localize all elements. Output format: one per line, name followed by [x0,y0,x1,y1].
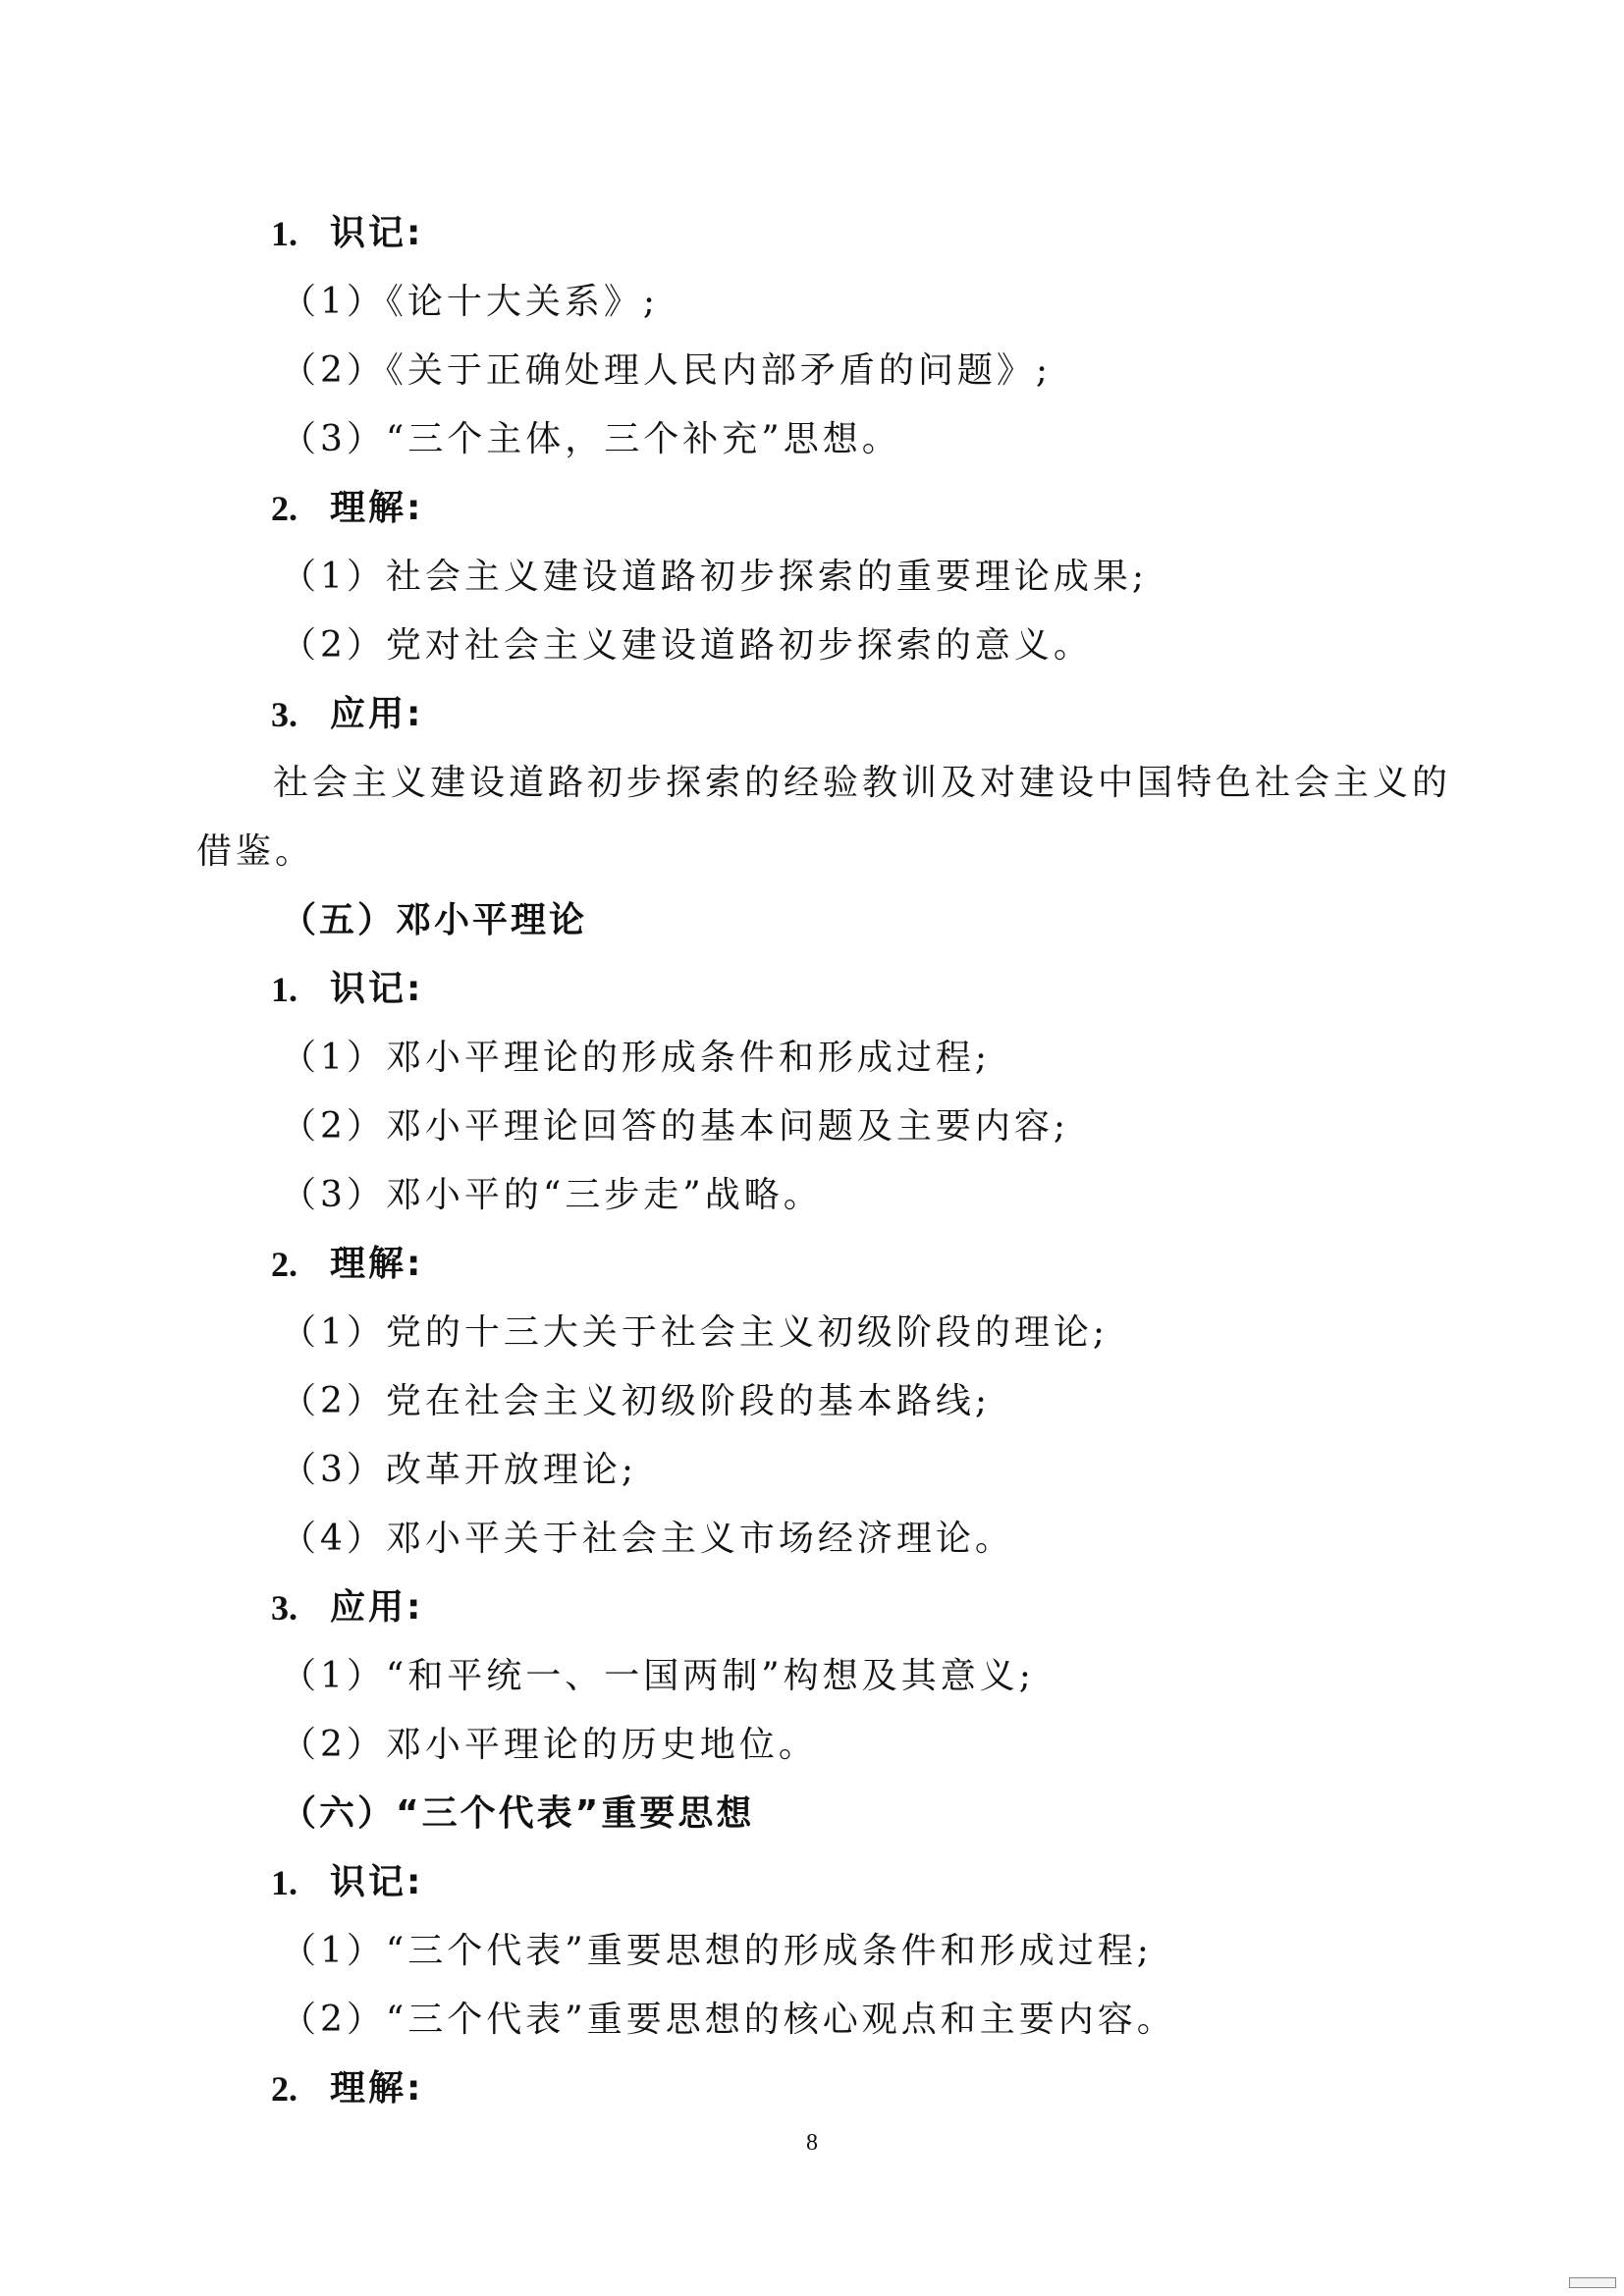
list-item: （2）“三个代表”重要思想的核心观点和主要内容。 [281,2000,1176,2040]
heading-lijie: 理解: [330,1244,424,1284]
list-item: （1）《论十大关系》; [281,282,660,322]
heading-number: 3. [271,1588,298,1628]
list-item: （3）“三个主体，三个补充”思想。 [281,419,901,459]
list-item: （1）邓小平理论的形成条件和形成过程; [281,1038,992,1078]
paragraph-line: 借鉴。 [196,831,315,872]
heading-number: 2. [271,1245,298,1284]
list-item: （3）邓小平的“三步走”战略。 [281,1175,823,1215]
heading-shiji: 识记: [330,1862,424,1902]
heading-number: 3. [271,695,298,734]
list-item: （2）党对社会主义建设道路初步探索的意义。 [281,625,1093,666]
section-heading: （五）邓小平理论 [281,900,588,940]
list-item: （1）“和平统一、一国两制”构想及其意义; [281,1656,1035,1696]
list-item: （3）改革开放理论; [281,1450,638,1490]
paragraph-line: 社会主义建设道路初步探索的经验教训及对建设中国特色社会主义的 [273,763,1452,803]
list-item: （1）党的十三大关于社会主义初级阶段的理论; [281,1312,1110,1353]
heading-number: 2. [271,2069,298,2109]
watermark-stamp [1569,2277,1616,2288]
list-item: （2）邓小平理论的历史地位。 [281,1725,818,1765]
list-item: （2）《关于正确处理人民内部矛盾的问题》; [281,350,1053,391]
list-item: （2）党在社会主义初级阶段的基本路线; [281,1381,992,1421]
list-item: （4）邓小平关于社会主义市场经济理论。 [281,1519,1014,1559]
heading-number: 1. [271,970,298,1009]
heading-number: 2. [271,489,298,528]
section-heading: （六）“三个代表”重要思想 [281,1793,755,1834]
list-item: （1）社会主义建设道路初步探索的重要理论成果; [281,557,1149,597]
page-number: 8 [806,2130,818,2156]
heading-lijie: 理解: [330,2068,424,2109]
heading-yingyong: 应用: [330,1587,424,1628]
heading-number: 1. [271,1863,298,1902]
heading-lijie: 理解: [330,488,424,528]
heading-shiji: 识记: [330,969,424,1009]
heading-yingyong: 应用: [330,694,424,734]
list-item: （1）“三个代表”重要思想的形成条件和形成过程; [281,1931,1153,1971]
heading-number: 1. [271,214,298,253]
heading-shiji: 识记: [330,213,424,253]
list-item: （2）邓小平理论回答的基本问题及主要内容; [281,1106,1070,1147]
